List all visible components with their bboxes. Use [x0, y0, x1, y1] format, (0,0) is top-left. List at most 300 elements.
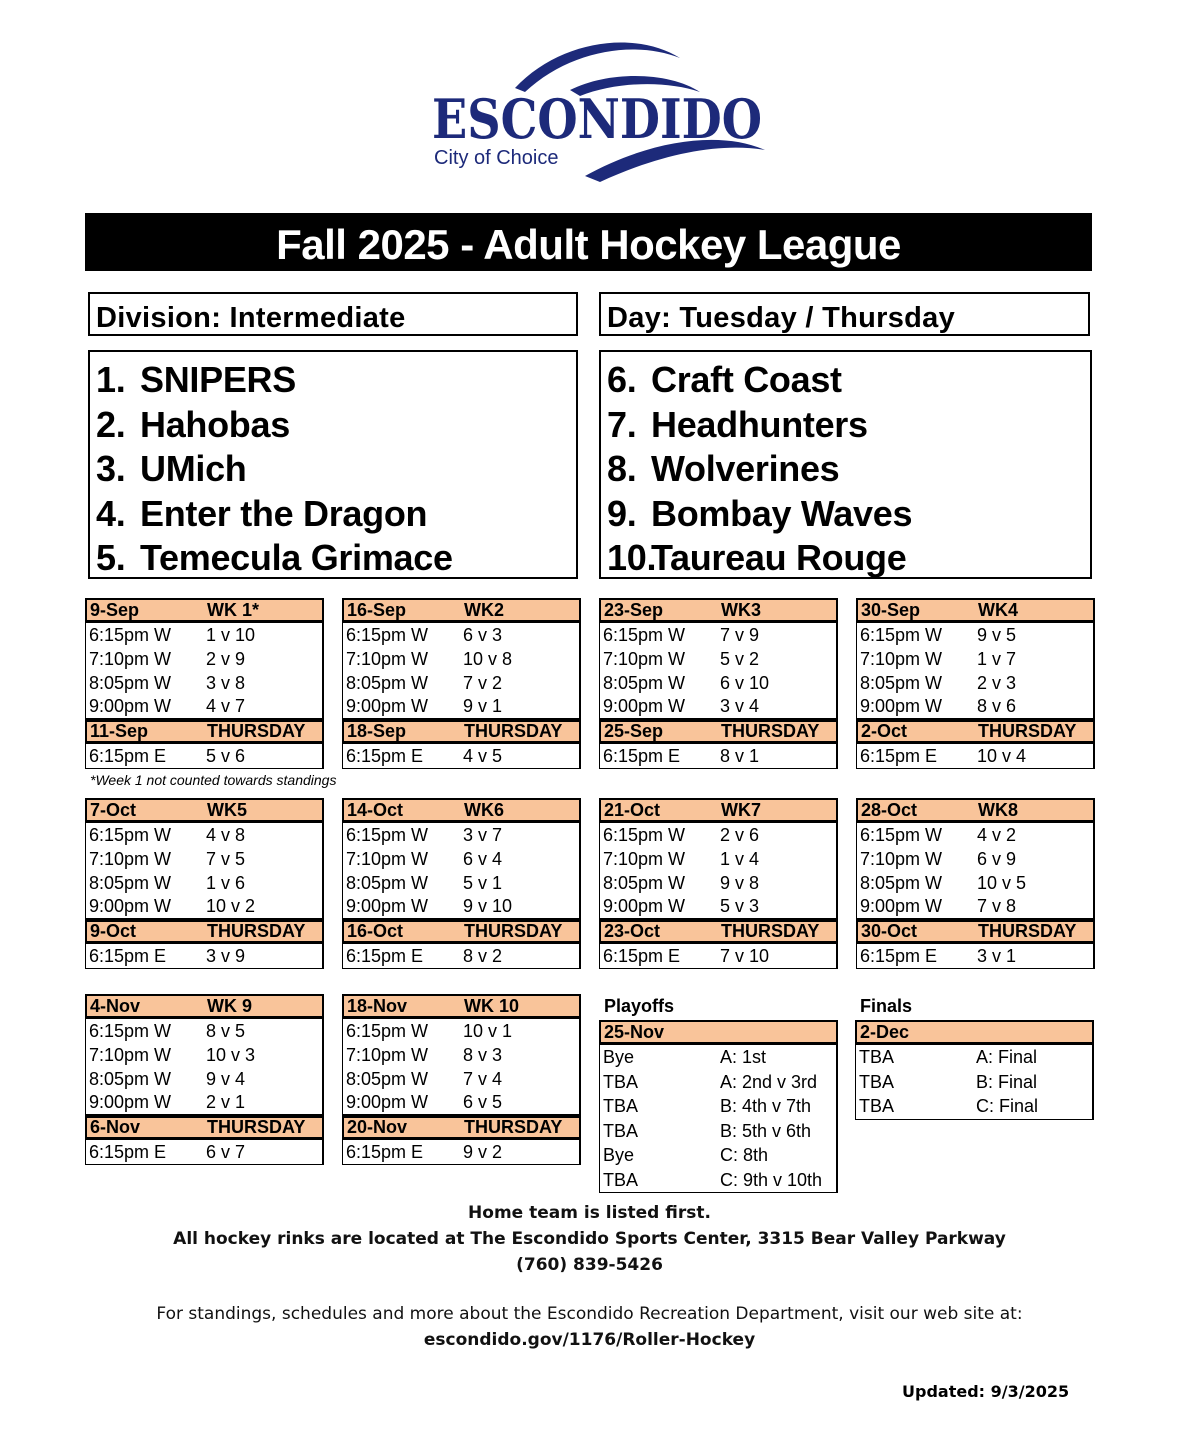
- logo-tagline: City of Choice: [434, 147, 559, 169]
- game-matchup: 4 v 5: [463, 746, 503, 767]
- game-row: [600, 647, 836, 671]
- playoffs-rows: [599, 1045, 838, 1193]
- slot-team: Bye: [603, 1047, 635, 1067]
- game-row: [86, 671, 322, 695]
- thursday-header: [856, 719, 1095, 744]
- game-row: [86, 1090, 322, 1114]
- game-matchup: 10 v 2: [206, 896, 256, 917]
- phone-number: (760) 839-5426: [516, 1255, 663, 1275]
- game-time: 7:10pm W: [603, 648, 686, 669]
- game-time: 6:15pm E: [89, 1142, 167, 1163]
- game-matchup: 8 v 6: [977, 696, 1017, 717]
- team-number: 6.: [607, 359, 637, 400]
- week-header: [599, 598, 838, 623]
- week-table: [342, 994, 581, 1165]
- team-name: Headhunters: [651, 403, 868, 445]
- team-number: 8.: [607, 448, 637, 489]
- game-time: 6:15pm E: [346, 1142, 424, 1163]
- team-name: Craft Coast: [651, 359, 842, 400]
- finals-row: [856, 1070, 1092, 1095]
- week-header: [342, 598, 581, 623]
- slot-seed: B: Final: [976, 1071, 1038, 1092]
- city-logo: [420, 30, 780, 190]
- updated-date: Updated: 9/3/2025: [902, 1382, 1070, 1401]
- game-row: [600, 944, 836, 968]
- game-time: 9:00pm W: [89, 1092, 172, 1113]
- thursday-header: [856, 919, 1095, 944]
- playoffs-row: [600, 1045, 836, 1070]
- game-row: [86, 744, 322, 768]
- game-matchup: 4 v 2: [977, 825, 1017, 845]
- website-link[interactable]: escondido.gov/1176/Roller-Hockey: [423, 1330, 756, 1350]
- game-matchup: 8 v 3: [463, 1044, 503, 1065]
- slot-seed: A: 1st: [720, 1047, 767, 1067]
- game-row: [343, 694, 579, 718]
- week-table: [342, 798, 581, 969]
- team-number: 10.: [607, 537, 657, 578]
- game-row: [86, 944, 322, 968]
- game-row: [343, 1043, 579, 1067]
- game-time: 8:05pm W: [346, 672, 429, 693]
- week-header: [342, 994, 581, 1019]
- week-label: WK6: [464, 800, 504, 820]
- thursday-label: THURSDAY: [464, 1117, 563, 1138]
- game-matchup: 7 v 10: [720, 946, 770, 967]
- week-games: [856, 823, 1095, 919]
- week1-note: *Week 1 not counted towards standings: [90, 772, 337, 788]
- game-time: 6:15pm W: [346, 625, 429, 645]
- game-matchup: 9 v 1: [463, 696, 503, 717]
- thursday-games: [342, 744, 581, 769]
- game-time: 6:15pm E: [346, 746, 424, 767]
- team-list-left: [88, 350, 578, 579]
- game-matchup: 1 v 10: [206, 625, 256, 645]
- game-time: 7:10pm W: [89, 1044, 172, 1065]
- week-games: [599, 823, 838, 919]
- game-row: [343, 1090, 579, 1114]
- team-entry: [607, 536, 1090, 581]
- game-row: [343, 1019, 579, 1043]
- thursday-date: 25-Sep: [604, 721, 664, 742]
- game-matchup: 9 v 8: [720, 872, 760, 893]
- slot-team: TBA: [859, 1071, 895, 1092]
- game-time: 6:15pm W: [89, 825, 172, 845]
- game-time: 9:00pm W: [89, 896, 172, 917]
- game-row: [343, 944, 579, 968]
- game-time: 6:15pm W: [89, 625, 172, 645]
- thursday-games: [85, 744, 324, 769]
- game-matchup: 7 v 5: [206, 848, 246, 869]
- playoffs-row: [600, 1168, 836, 1193]
- game-time: 6:15pm W: [603, 825, 686, 845]
- team-name: Wolverines: [651, 448, 840, 489]
- slot-team: Bye: [603, 1145, 635, 1165]
- week-label: WK3: [721, 600, 761, 620]
- thursday-header: [342, 1115, 581, 1140]
- game-matchup: 4 v 7: [206, 696, 246, 717]
- thursday-label: THURSDAY: [978, 721, 1077, 742]
- week-header: [85, 798, 324, 823]
- game-matchup: 2 v 6: [720, 825, 760, 845]
- game-matchup: 3 v 9: [206, 946, 246, 967]
- game-time: 7:10pm W: [89, 848, 172, 869]
- week-date: 28-Oct: [861, 800, 918, 820]
- game-row: [857, 871, 1093, 895]
- game-matchup: 8 v 2: [463, 946, 503, 967]
- game-time: 8:05pm W: [89, 672, 172, 693]
- team-number: 3.: [96, 448, 126, 489]
- game-time: 8:05pm W: [346, 872, 429, 893]
- week-table: [599, 798, 838, 969]
- game-matchup: 3 v 7: [463, 825, 503, 845]
- game-time: 8:05pm W: [860, 672, 943, 693]
- game-matchup: 6 v 10: [720, 672, 770, 693]
- game-row: [600, 823, 836, 847]
- thursday-date: 23-Oct: [604, 921, 661, 942]
- week-label: WK 1*: [207, 600, 260, 620]
- thursday-header: [342, 919, 581, 944]
- game-matchup: 2 v 9: [206, 648, 246, 669]
- finals-date: 2-Dec: [860, 1022, 910, 1042]
- game-matchup: 8 v 1: [720, 746, 760, 767]
- game-row: [343, 647, 579, 671]
- game-matchup: 5 v 3: [720, 896, 760, 917]
- week-header: [85, 598, 324, 623]
- week-date: 30-Sep: [861, 600, 921, 620]
- game-row: [600, 847, 836, 871]
- week-table: [856, 598, 1095, 769]
- thursday-label: THURSDAY: [207, 1117, 306, 1138]
- game-matchup: 4 v 8: [206, 825, 246, 845]
- thursday-games: [85, 944, 324, 969]
- finals-table: [855, 1020, 1094, 1120]
- thursday-header: [85, 919, 324, 944]
- game-row: [86, 871, 322, 895]
- game-time: 6:15pm E: [603, 946, 681, 967]
- game-matchup: 1 v 4: [720, 848, 760, 869]
- week-label: WK4: [978, 600, 1018, 620]
- team-entry: [607, 492, 1090, 537]
- slot-seed: A: 2nd v 3rd: [720, 1071, 818, 1092]
- game-row: [86, 647, 322, 671]
- page-title: Fall 2025 - Adult Hockey League: [85, 213, 1092, 271]
- week-header: [856, 598, 1095, 623]
- team-entry: [607, 403, 1090, 448]
- game-matchup: 5 v 1: [463, 872, 503, 893]
- team-entry: [96, 358, 576, 403]
- game-matchup: 7 v 8: [977, 896, 1017, 917]
- game-row: [86, 694, 322, 718]
- team-name: SNIPERS: [140, 359, 296, 400]
- slot-seed: C: 9th v 10th: [720, 1169, 823, 1190]
- playoffs-date: 25-Nov: [604, 1022, 665, 1042]
- division-label: Division: Intermediate: [88, 292, 578, 336]
- game-matchup: 2 v 3: [977, 672, 1017, 693]
- team-entry: [607, 358, 1090, 403]
- thursday-label: THURSDAY: [721, 921, 820, 942]
- game-matchup: 5 v 6: [206, 746, 246, 767]
- game-time: 8:05pm W: [860, 872, 943, 893]
- game-matchup: 6 v 3: [463, 625, 503, 645]
- game-row: [86, 823, 322, 847]
- game-time: 7:10pm W: [603, 848, 686, 869]
- finals-row: [856, 1045, 1092, 1070]
- team-name: Enter the Dragon: [140, 492, 428, 534]
- thursday-header: [599, 719, 838, 744]
- thursday-games: [599, 944, 838, 969]
- week-header: [599, 798, 838, 823]
- game-matchup: 1 v 6: [206, 872, 246, 893]
- visit-note: For standings, schedules and more about the Escondido Recreation Department, visit our web site at:: [156, 1304, 1023, 1324]
- team-number: 4.: [96, 492, 126, 534]
- game-time: 6:15pm E: [860, 746, 938, 767]
- game-row: [343, 744, 579, 768]
- week-table: [85, 994, 324, 1165]
- game-matchup: 10 v 5: [977, 872, 1027, 893]
- week-date: 9-Sep: [90, 600, 140, 620]
- team-entry: [96, 403, 576, 448]
- game-row: [857, 944, 1093, 968]
- game-row: [343, 623, 579, 647]
- team-name: Bombay Waves: [651, 492, 913, 534]
- day-label: Day: Tuesday / Thursday: [599, 292, 1090, 336]
- game-time: 9:00pm W: [346, 1092, 429, 1113]
- team-number: 1.: [96, 359, 126, 400]
- game-time: 6:15pm W: [346, 825, 429, 845]
- playoffs-row: [600, 1094, 836, 1119]
- game-matchup: 5 v 2: [720, 648, 760, 669]
- game-matchup: 7 v 2: [463, 672, 503, 693]
- slot-team: TBA: [603, 1120, 639, 1141]
- thursday-date: 9-Oct: [90, 921, 137, 942]
- game-matchup: 7 v 4: [463, 1068, 503, 1089]
- week-date: 4-Nov: [90, 996, 141, 1016]
- week-date: 7-Oct: [90, 800, 137, 820]
- slot-team: TBA: [603, 1169, 639, 1190]
- week-label: WK8: [978, 800, 1018, 820]
- game-time: 9:00pm W: [603, 896, 686, 917]
- game-matchup: 6 v 4: [463, 848, 503, 869]
- week-date: 14-Oct: [347, 800, 404, 820]
- week-date: 23-Sep: [604, 600, 664, 620]
- game-time: 9:00pm W: [346, 696, 429, 717]
- game-time: 6:15pm E: [603, 746, 681, 767]
- thursday-date: 2-Oct: [861, 721, 908, 742]
- game-row: [86, 1140, 322, 1164]
- game-row: [600, 694, 836, 718]
- week-games: [85, 1019, 324, 1115]
- team-number: 7.: [607, 403, 637, 445]
- team-name: UMich: [140, 448, 247, 489]
- game-time: 7:10pm W: [89, 648, 172, 669]
- game-time: 9:00pm W: [89, 696, 172, 717]
- game-matchup: 10 v 1: [463, 1021, 513, 1041]
- team-number: 2.: [96, 403, 126, 445]
- game-row: [600, 744, 836, 768]
- week-games: [856, 623, 1095, 719]
- game-row: [343, 871, 579, 895]
- slot-team: TBA: [603, 1096, 639, 1116]
- game-time: 6:15pm W: [860, 625, 943, 645]
- week-table: [599, 598, 838, 769]
- slot-seed: C: 8th: [720, 1145, 769, 1165]
- game-matchup: 8 v 5: [206, 1021, 246, 1041]
- week-label: WK2: [464, 600, 504, 620]
- game-row: [343, 1067, 579, 1091]
- playoffs-row: [600, 1143, 836, 1168]
- team-name: Taureau Rouge: [651, 537, 907, 578]
- game-matchup: 10 v 3: [206, 1044, 256, 1065]
- team-number: 5.: [96, 537, 126, 578]
- thursday-label: THURSDAY: [464, 921, 563, 942]
- game-matchup: 9 v 2: [463, 1142, 503, 1163]
- game-row: [86, 623, 322, 647]
- game-time: 7:10pm W: [346, 1044, 429, 1065]
- thursday-games: [856, 944, 1095, 969]
- team-entry: [607, 447, 1090, 492]
- week-label: WK 9: [207, 996, 252, 1016]
- game-matchup: 6 v 7: [206, 1142, 246, 1163]
- game-matchup: 7 v 9: [720, 625, 760, 645]
- game-row: [86, 1067, 322, 1091]
- game-matchup: 6 v 5: [463, 1092, 503, 1113]
- playoffs-table: [599, 1020, 838, 1193]
- thursday-date: 30-Oct: [861, 921, 918, 942]
- game-time: 9:00pm W: [346, 896, 429, 917]
- game-matchup: 3 v 1: [977, 946, 1017, 967]
- game-time: 8:05pm W: [346, 1068, 429, 1089]
- team-entry: [96, 447, 576, 492]
- game-time: 8:05pm W: [603, 672, 686, 693]
- game-time: 6:15pm E: [860, 946, 938, 967]
- game-row: [600, 671, 836, 695]
- thursday-date: 6-Nov: [90, 1117, 141, 1138]
- week-games: [85, 623, 324, 719]
- week-table: [85, 798, 324, 969]
- game-time: 6:15pm W: [346, 1021, 429, 1041]
- week-header: [85, 994, 324, 1019]
- game-matchup: 10 v 8: [463, 648, 513, 669]
- game-row: [857, 744, 1093, 768]
- week-label: WK7: [721, 800, 761, 820]
- game-matchup: 3 v 4: [720, 696, 760, 717]
- week-date: 21-Oct: [604, 800, 661, 820]
- finals-header: [855, 1020, 1094, 1045]
- thursday-header: [599, 919, 838, 944]
- week-games: [599, 623, 838, 719]
- game-row: [343, 894, 579, 918]
- game-row: [857, 671, 1093, 695]
- game-matchup: 10 v 4: [977, 746, 1027, 767]
- logo-wordmark: ESCONDIDO: [432, 87, 762, 151]
- game-time: 6:15pm E: [89, 746, 167, 767]
- game-row: [600, 623, 836, 647]
- week-games: [342, 1019, 581, 1115]
- team-list-right: [599, 350, 1092, 579]
- game-row: [857, 847, 1093, 871]
- game-row: [857, 623, 1093, 647]
- team-entry: [96, 536, 576, 581]
- thursday-date: 16-Oct: [347, 921, 404, 942]
- playoffs-title: Playoffs: [604, 996, 675, 1016]
- week-table: [342, 598, 581, 769]
- game-row: [86, 1043, 322, 1067]
- thursday-label: THURSDAY: [207, 721, 306, 742]
- game-matchup: 6 v 9: [977, 848, 1017, 869]
- game-row: [857, 894, 1093, 918]
- week-games: [85, 823, 324, 919]
- week-table: [85, 598, 324, 769]
- thursday-label: THURSDAY: [978, 921, 1077, 942]
- game-time: 7:10pm W: [346, 848, 429, 869]
- week-date: 16-Sep: [347, 600, 407, 620]
- game-matchup: 2 v 1: [206, 1092, 246, 1113]
- thursday-header: [85, 719, 324, 744]
- game-time: 9:00pm W: [860, 696, 943, 717]
- game-time: 7:10pm W: [860, 848, 943, 869]
- finals-rows: [855, 1045, 1094, 1120]
- game-row: [857, 823, 1093, 847]
- playoffs-header: [599, 1020, 838, 1045]
- game-row: [600, 871, 836, 895]
- slot-seed: A: Final: [976, 1047, 1038, 1067]
- game-row: [86, 847, 322, 871]
- playoffs-row: [600, 1070, 836, 1095]
- thursday-date: 20-Nov: [347, 1117, 408, 1138]
- slot-team: TBA: [859, 1047, 895, 1067]
- thursday-games: [342, 1140, 581, 1165]
- slot-team: TBA: [859, 1096, 895, 1116]
- thursday-label: THURSDAY: [207, 921, 306, 942]
- team-number: 9.: [607, 492, 637, 534]
- thursday-games: [85, 1140, 324, 1165]
- game-time: 9:00pm W: [603, 696, 686, 717]
- game-time: 9:00pm W: [860, 896, 943, 917]
- game-matchup: 3 v 8: [206, 672, 246, 693]
- game-row: [857, 647, 1093, 671]
- logo-swoosh-graphic: [420, 30, 780, 190]
- game-row: [343, 671, 579, 695]
- game-row: [86, 1019, 322, 1043]
- team-entry: [96, 492, 576, 537]
- slot-seed: B: 4th v 7th: [720, 1096, 812, 1116]
- playoffs-row: [600, 1119, 836, 1144]
- week-table: [856, 798, 1095, 969]
- slot-team: TBA: [603, 1071, 639, 1092]
- team-name: Temecula Grimace: [140, 537, 453, 578]
- team-name: Hahobas: [140, 403, 290, 445]
- week-games: [342, 823, 581, 919]
- finals-row: [856, 1094, 1092, 1119]
- game-matchup: 9 v 10: [463, 896, 513, 917]
- game-row: [343, 1140, 579, 1164]
- game-row: [857, 694, 1093, 718]
- home-team-note: Home team is listed first.: [468, 1203, 711, 1223]
- slot-seed: B: 5th v 6th: [720, 1120, 812, 1141]
- game-time: 7:10pm W: [860, 648, 943, 669]
- thursday-date: 18-Sep: [347, 721, 407, 742]
- game-matchup: 9 v 4: [206, 1068, 246, 1089]
- week-header: [856, 798, 1095, 823]
- game-time: 8:05pm W: [89, 872, 172, 893]
- thursday-games: [342, 944, 581, 969]
- thursday-games: [856, 744, 1095, 769]
- game-time: 6:15pm E: [346, 946, 424, 967]
- week-games: [342, 623, 581, 719]
- thursday-label: THURSDAY: [721, 721, 820, 742]
- game-time: 7:10pm W: [346, 648, 429, 669]
- thursday-date: 11-Sep: [90, 721, 149, 742]
